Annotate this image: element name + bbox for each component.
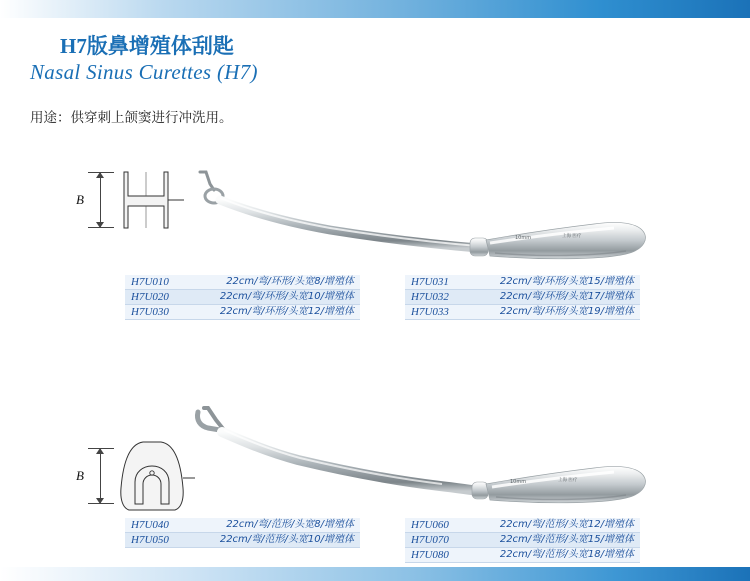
product-spec: 22cm/弯/环形/头宽19/增殖体 <box>499 306 634 317</box>
product-spec: 22cm/弯/环形/头宽8/增殖体 <box>226 276 354 287</box>
usage-note: 用途：供穿刺上颌窦进行冲洗用。 <box>30 110 233 126</box>
dimension-arrow-top <box>96 172 104 178</box>
product-spec: 22cm/弯/范形/头宽15/增殖体 <box>499 534 634 545</box>
table-row[interactable] <box>125 518 360 533</box>
instrument-photo-ring-curette <box>190 160 660 280</box>
dimension-bracket-2 <box>70 448 120 504</box>
dimension-label-b-2: B <box>76 468 84 483</box>
product-spec: 22cm/弯/环形/头宽12/增殖体 <box>219 306 354 317</box>
dimension-label-b-1: B <box>76 192 84 207</box>
tip-detail-drawing-2 <box>115 438 195 518</box>
svg-text:上海 医疗: 上海 医疗 <box>562 234 582 239</box>
table-row[interactable] <box>125 290 360 305</box>
page-title-chinese <box>60 30 234 60</box>
table-row[interactable] <box>405 518 640 533</box>
table-row[interactable] <box>405 305 640 320</box>
product-code: H7U080 <box>411 549 449 561</box>
dimension-arrow-bottom <box>96 498 104 504</box>
product-spec: 22cm/弯/范形/头宽10/增殖体 <box>219 534 354 545</box>
table-row[interactable] <box>405 533 640 548</box>
table-row[interactable] <box>405 275 640 290</box>
table-row[interactable] <box>125 533 360 548</box>
bottom-decorative-band <box>0 567 750 581</box>
instrument-photo-flat-curette <box>190 398 660 518</box>
product-code: H7U070 <box>411 534 449 546</box>
figure-curette-flat <box>0 390 750 520</box>
table-upper-left <box>125 275 360 320</box>
table-row[interactable] <box>125 305 360 320</box>
table-lower-right <box>405 518 640 563</box>
table-lower-left <box>125 518 360 548</box>
page-header <box>0 18 750 86</box>
product-code: H7U010 <box>131 276 169 288</box>
product-spec: 22cm/弯/环形/头宽17/增殖体 <box>499 291 634 302</box>
dimension-line <box>100 172 101 228</box>
tip-detail-drawing-1 <box>118 166 188 236</box>
product-spec: 22cm/弯/环形/头宽10/增殖体 <box>219 291 354 302</box>
dimension-arrow-top <box>96 448 104 454</box>
dimension-bracket-1 <box>70 172 120 228</box>
product-code: H7U040 <box>131 519 169 531</box>
product-spec: 22cm/弯/范形/头宽8/增殖体 <box>226 519 354 530</box>
product-spec: 22cm/弯/环形/头宽15/增殖体 <box>499 276 634 287</box>
dimension-arrow-bottom <box>96 222 104 228</box>
table-row[interactable] <box>125 275 360 290</box>
top-decorative-band <box>0 0 750 18</box>
svg-text:10mm: 10mm <box>515 235 532 241</box>
page-title-english: Nasal Sinus Curettes (H7) <box>30 60 258 84</box>
product-spec: 22cm/弯/范形/头宽12/增殖体 <box>499 519 634 530</box>
product-code: H7U050 <box>131 534 169 546</box>
product-spec: 22cm/弯/范形/头宽18/增殖体 <box>499 549 634 560</box>
product-code: H7U020 <box>131 291 169 303</box>
page-title-chinese-text: 版鼻增殖体刮匙 <box>86 34 234 58</box>
table-row[interactable] <box>405 290 640 305</box>
product-code: H7U033 <box>411 306 449 318</box>
svg-text:上海 医疗: 上海 医疗 <box>558 478 578 483</box>
table-row[interactable] <box>405 548 640 563</box>
svg-text:10mm: 10mm <box>510 479 527 485</box>
dimension-line <box>100 448 101 504</box>
table-upper-right <box>405 275 640 320</box>
product-code: H7U032 <box>411 291 449 303</box>
figure-curette-ring <box>0 150 750 280</box>
product-code: H7U060 <box>411 519 449 531</box>
product-code: H7U031 <box>411 276 449 288</box>
page-title-model-code: H7 <box>60 34 87 58</box>
product-code: H7U030 <box>131 306 169 318</box>
